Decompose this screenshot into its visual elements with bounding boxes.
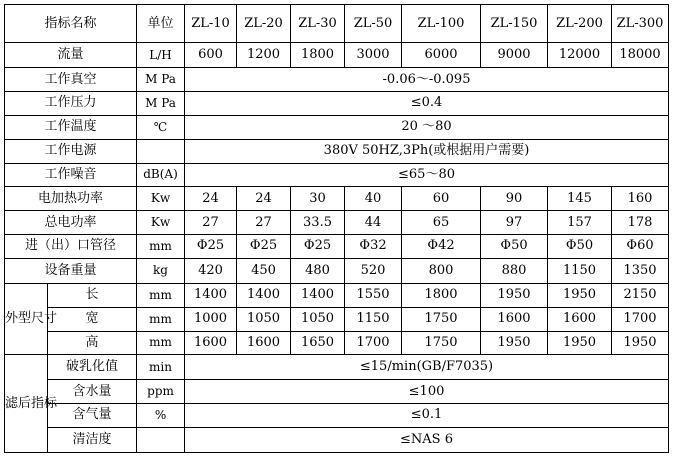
- row-total-power: [5, 211, 669, 235]
- cell-value: 157: [548, 211, 612, 235]
- row-heating-power: [5, 187, 669, 211]
- cell-value: 1600: [237, 331, 291, 355]
- row-unit: [137, 139, 185, 163]
- row-label: 宽: [48, 307, 137, 331]
- merged-value: 20 ～80: [185, 115, 669, 139]
- cell-value: 1200: [237, 43, 291, 68]
- cell-value: 1400: [185, 283, 237, 307]
- cell-value: 1800: [291, 43, 345, 68]
- row-unit: mm: [137, 331, 185, 355]
- cell-value: Φ25: [291, 235, 345, 259]
- merged-value: ≤100: [185, 380, 669, 404]
- cell-value: 1700: [612, 307, 669, 331]
- row-unit: dB(A): [137, 163, 185, 187]
- cell-value: 90: [481, 187, 548, 211]
- row-unit: mm: [137, 283, 185, 307]
- row-length: [5, 283, 669, 307]
- cell-value: 1150: [345, 307, 402, 331]
- row-label: 高: [48, 331, 137, 355]
- row-unit: M Pa: [137, 68, 185, 92]
- cell-value: 40: [345, 187, 402, 211]
- cell-value: 24: [185, 187, 237, 211]
- cell-value: 30: [291, 187, 345, 211]
- header-model: ZL-10: [185, 5, 237, 43]
- cell-value: 12000: [548, 43, 612, 68]
- cell-value: 1950: [481, 331, 548, 355]
- row-unit: %: [137, 404, 185, 428]
- row-unit: [137, 427, 185, 452]
- row-unit: mm: [137, 307, 185, 331]
- cell-value: 65: [402, 211, 481, 235]
- row-label: 工作压力: [5, 92, 137, 116]
- cell-value: 420: [185, 258, 237, 283]
- row-label: 工作电源: [5, 139, 137, 163]
- cell-value: Φ32: [345, 235, 402, 259]
- cell-value: 1750: [402, 307, 481, 331]
- cell-value: 6000: [402, 43, 481, 68]
- row-label: 总电功率: [5, 211, 137, 235]
- header-model: ZL-150: [481, 5, 548, 43]
- cell-value: 1000: [185, 307, 237, 331]
- row-unit: min: [137, 355, 185, 380]
- row-noise: [5, 163, 669, 187]
- merged-value: ≤0.4: [185, 92, 669, 116]
- cell-value: 1600: [548, 307, 612, 331]
- row-width: [5, 307, 669, 331]
- cell-value: 1050: [291, 307, 345, 331]
- merged-value: ≤0.1: [185, 404, 669, 428]
- row-label: 设备重量: [5, 258, 137, 283]
- cell-value: 600: [185, 43, 237, 68]
- row-unit: M Pa: [137, 92, 185, 116]
- cell-value: 1050: [237, 307, 291, 331]
- header-model: ZL-100: [402, 5, 481, 43]
- cell-value: 1350: [612, 258, 669, 283]
- cell-value: 18000: [612, 43, 669, 68]
- header-indicator: 指标名称: [5, 5, 137, 43]
- header-model: ZL-300: [612, 5, 669, 43]
- cell-value: 1950: [481, 283, 548, 307]
- row-cleanliness: [5, 427, 669, 452]
- merged-value: ≤NAS 6: [185, 427, 669, 452]
- cell-value: 880: [481, 258, 548, 283]
- header-model: ZL-50: [345, 5, 402, 43]
- header-model: ZL-30: [291, 5, 345, 43]
- cell-value: 1950: [612, 331, 669, 355]
- cell-value: 27: [185, 211, 237, 235]
- row-weight: [5, 258, 669, 283]
- merged-value: -0.06～-0.095: [185, 68, 669, 92]
- row-label: 电加热功率: [5, 187, 137, 211]
- cell-value: Φ25: [185, 235, 237, 259]
- cell-value: 1400: [291, 283, 345, 307]
- header-model: ZL-200: [548, 5, 612, 43]
- cell-value: 3000: [345, 43, 402, 68]
- row-unit: Kw: [137, 187, 185, 211]
- cell-value: 97: [481, 211, 548, 235]
- cell-value: 1950: [548, 283, 612, 307]
- row-unit: ppm: [137, 380, 185, 404]
- row-temperature: [5, 115, 669, 139]
- merged-value: ≤65～80: [185, 163, 669, 187]
- cell-value: 27: [237, 211, 291, 235]
- cell-value: Φ60: [612, 235, 669, 259]
- row-flow: [5, 43, 669, 68]
- cell-value: 1750: [402, 331, 481, 355]
- row-unit: L/H: [137, 43, 185, 68]
- row-unit: kg: [137, 258, 185, 283]
- row-label: 进（出）口管径: [5, 235, 137, 259]
- cell-value: 1400: [237, 283, 291, 307]
- cell-value: 2150: [612, 283, 669, 307]
- cell-value: 33.5: [291, 211, 345, 235]
- cell-value: 60: [402, 187, 481, 211]
- cell-value: 1950: [548, 331, 612, 355]
- cell-value: 1800: [402, 283, 481, 307]
- cell-value: Φ50: [481, 235, 548, 259]
- cell-value: 1600: [185, 331, 237, 355]
- row-label: 工作噪音: [5, 163, 137, 187]
- header-model: ZL-20: [237, 5, 291, 43]
- row-unit: mm: [137, 235, 185, 259]
- row-label: 长: [48, 283, 137, 307]
- header-row: [5, 5, 669, 43]
- cell-value: 24: [237, 187, 291, 211]
- header-unit: 单位: [137, 5, 185, 43]
- row-vacuum: [5, 68, 669, 92]
- row-label: 流量: [5, 43, 137, 68]
- merged-value: ≤15/min(GB/F7035): [185, 355, 669, 380]
- row-label: 清洁度: [48, 427, 137, 452]
- row-label: 含水量: [48, 380, 137, 404]
- row-label: 工作温度: [5, 115, 137, 139]
- row-label: 工作真空: [5, 68, 137, 92]
- row-demulsification: [5, 355, 669, 380]
- group-label-filtered: 滤后指标: [5, 355, 48, 453]
- cell-value: 520: [345, 258, 402, 283]
- row-water: [5, 380, 669, 404]
- cell-value: 1150: [548, 258, 612, 283]
- merged-value: 380V 50HZ,3Ph(或根据用户需要): [185, 139, 669, 163]
- cell-value: Φ50: [548, 235, 612, 259]
- cell-value: 800: [402, 258, 481, 283]
- group-label-dimensions: 外型尺寸: [5, 283, 48, 355]
- row-height: [5, 331, 669, 355]
- row-pressure: [5, 92, 669, 116]
- row-unit: Kw: [137, 211, 185, 235]
- cell-value: 450: [237, 258, 291, 283]
- cell-value: 1550: [345, 283, 402, 307]
- cell-value: 1600: [481, 307, 548, 331]
- row-unit: ℃: [137, 115, 185, 139]
- row-gas: [5, 404, 669, 428]
- cell-value: 1650: [291, 331, 345, 355]
- cell-value: Φ42: [402, 235, 481, 259]
- cell-value: Φ25: [237, 235, 291, 259]
- row-label: 破乳化值: [48, 355, 137, 380]
- cell-value: 160: [612, 187, 669, 211]
- cell-value: 178: [612, 211, 669, 235]
- row-label: 含气量: [48, 404, 137, 428]
- cell-value: 145: [548, 187, 612, 211]
- spec-table: [4, 4, 669, 453]
- cell-value: 1700: [345, 331, 402, 355]
- cell-value: 480: [291, 258, 345, 283]
- cell-value: 44: [345, 211, 402, 235]
- row-pipe: [5, 235, 669, 259]
- row-power-supply: [5, 139, 669, 163]
- cell-value: 9000: [481, 43, 548, 68]
